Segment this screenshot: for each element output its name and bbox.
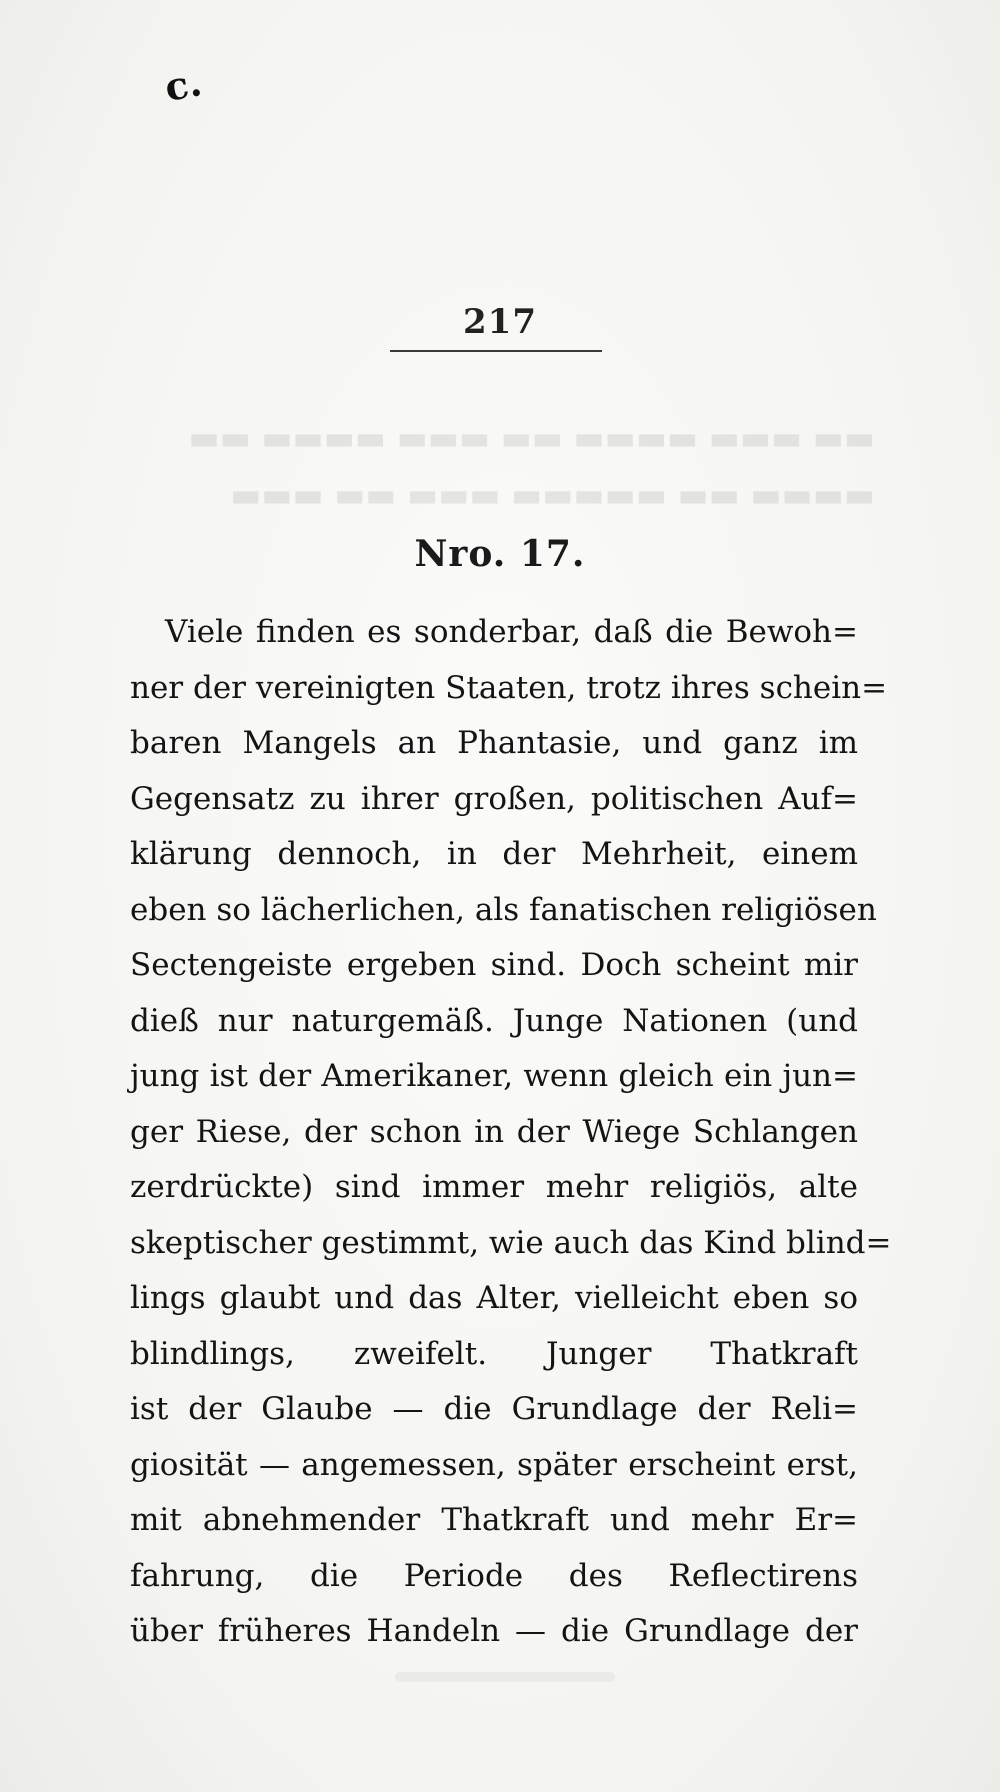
section-heading: Nro. 17. xyxy=(414,533,586,575)
header-rule xyxy=(390,350,602,352)
text-line: baren Mangels an Phantasie, und ganz im xyxy=(130,725,858,761)
text-line: klärung dennoch, in der Mehrheit, einem xyxy=(130,836,858,872)
show-through-bleed: ▬▬▬▬ ▬▬ ▬▬▬▬▬ ▬▬▬ ▬▬ ▬▬▬ xyxy=(230,475,875,514)
text-line: ner der vereinigten Staaten, trotz ihres schein= xyxy=(130,669,888,706)
bottom-smudge xyxy=(395,1672,615,1682)
text-line: eben so lächerlichen, als fanatischen religiösen xyxy=(130,891,877,928)
text-line: dieß nur naturgemäß. Junge Nationen (und xyxy=(130,1002,858,1039)
text-line: über früheres Handeln — die Grundlage der xyxy=(130,1613,858,1649)
text-line: ger Riese, der schon in der Wiege Schlangen xyxy=(130,1113,858,1150)
text-line: zerdrückte) sind immer mehr religiös, alte xyxy=(130,1169,858,1205)
text-line: fahrung, die Periode des Reflectirens xyxy=(130,1557,858,1594)
text-line: jung ist der Amerikaner, wenn gleich ein jun= xyxy=(130,1058,858,1094)
text-line: Gegensatz zu ihrer großen, politischen Auf= xyxy=(130,780,858,817)
text-line: skeptischer gestimmt, wie auch das Kind blind= xyxy=(130,1224,892,1261)
text-line: lings glaubt und das Alter, vielleicht eben so xyxy=(130,1280,858,1316)
body-text xyxy=(130,605,892,1660)
corner-mark: c. xyxy=(161,59,206,110)
text-line: mit abnehmender Thatkraft und mehr Er= xyxy=(130,1502,858,1538)
text-line: Viele finden es sonderbar, daß die Bewoh= xyxy=(165,614,858,650)
page-number: 217 xyxy=(463,302,537,342)
show-through-bleed: ▬▬ ▬▬▬ ▬▬▬▬ ▬▬ ▬▬▬ ▬▬▬▬ ▬▬ xyxy=(188,418,875,457)
text-line: Sectengeiste ergeben sind. Doch scheint mir xyxy=(130,947,858,983)
text-line: giosität — angemessen, später erscheint erst, xyxy=(130,1446,858,1483)
text-line: ist der Glaube — die Grundlage der Reli= xyxy=(130,1391,858,1427)
text-line: blindlings, zweifelt. Junger Thatkraft xyxy=(130,1335,858,1372)
